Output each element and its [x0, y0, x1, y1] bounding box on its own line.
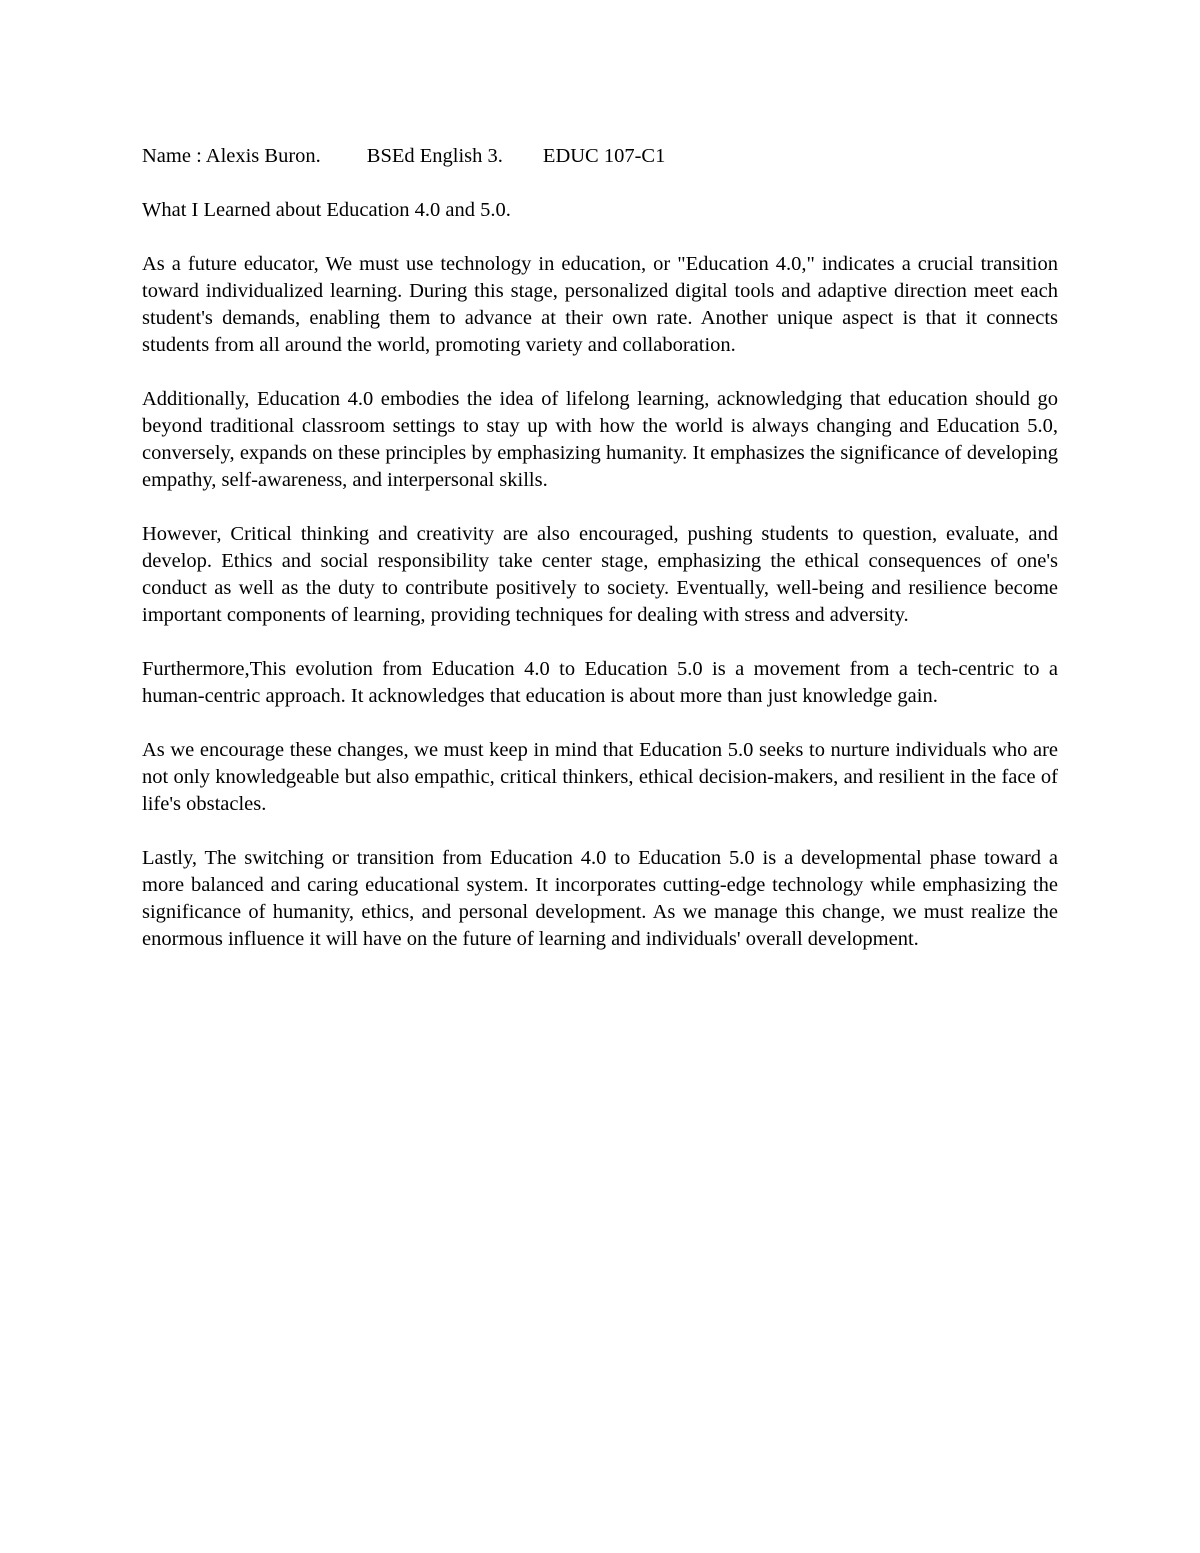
document-body	[142, 143, 1058, 980]
paragraph: However, Critical thinking and creativity are also encouraged, pushing students to question, evaluate, and develop. Ethics and social responsibility take center stage, emphasizing the ethical consequences of one's conduct as well as the duty to contribute positively to society. Eventually, well-being and resilience become important components of learning, providing techniques for dealing with stress and adversity.	[142, 523, 1058, 626]
paragraph: Lastly, The switching or transition from Education 4.0 to Education 5.0 is a developmental phase toward a more balanced and caring educational system. It incorporates cutting-edge technology while emphasizing the significance of humanity, ethics, and personal development. As we manage this change, we must realize the enormous influence it will have on the future of learning and individuals' overall development.	[142, 847, 1058, 950]
essay-title: What I Learned about Education 4.0 and 5.0.	[142, 199, 511, 221]
student-course: BSEd English 3.	[366, 145, 503, 167]
paragraph: Additionally, Education 4.0 embodies the idea of lifelong learning, acknowledging that education should go beyond traditional classroom settings to stay up with how the world is always changing and Education 5.0, conversely, expands on these principles by emphasizing humanity. It emphasizes the significance of developing empathy, self-awareness, and interpersonal skills.	[142, 388, 1058, 491]
student-info-line	[142, 143, 1058, 170]
paragraph: As a future educator, We must use technology in education, or "Education 4.0," indicates a crucial transition toward individualized learning. During this stage, personalized digital tools and adaptive direction meet each student's demands, enabling them to advance at their own rate. Another unique aspect is that it connects students from all around the world, promoting variety and collaboration.	[142, 253, 1058, 356]
paragraph: Furthermore,This evolution from Education 4.0 to Education 5.0 is a movement from a tech-centric to a human-centric approach. It acknowledges that education is about more than just knowledge gain.	[142, 658, 1058, 707]
student-name: Name : Alexis Buron.	[142, 145, 321, 167]
subject-code: EDUC 107-C1	[542, 145, 666, 167]
paragraph: As we encourage these changes, we must keep in mind that Education 5.0 seeks to nurture individuals who are not only knowledgeable but also empathic, critical thinkers, ethical decision-makers, and resilient in the face of life's obstacles.	[142, 739, 1058, 815]
